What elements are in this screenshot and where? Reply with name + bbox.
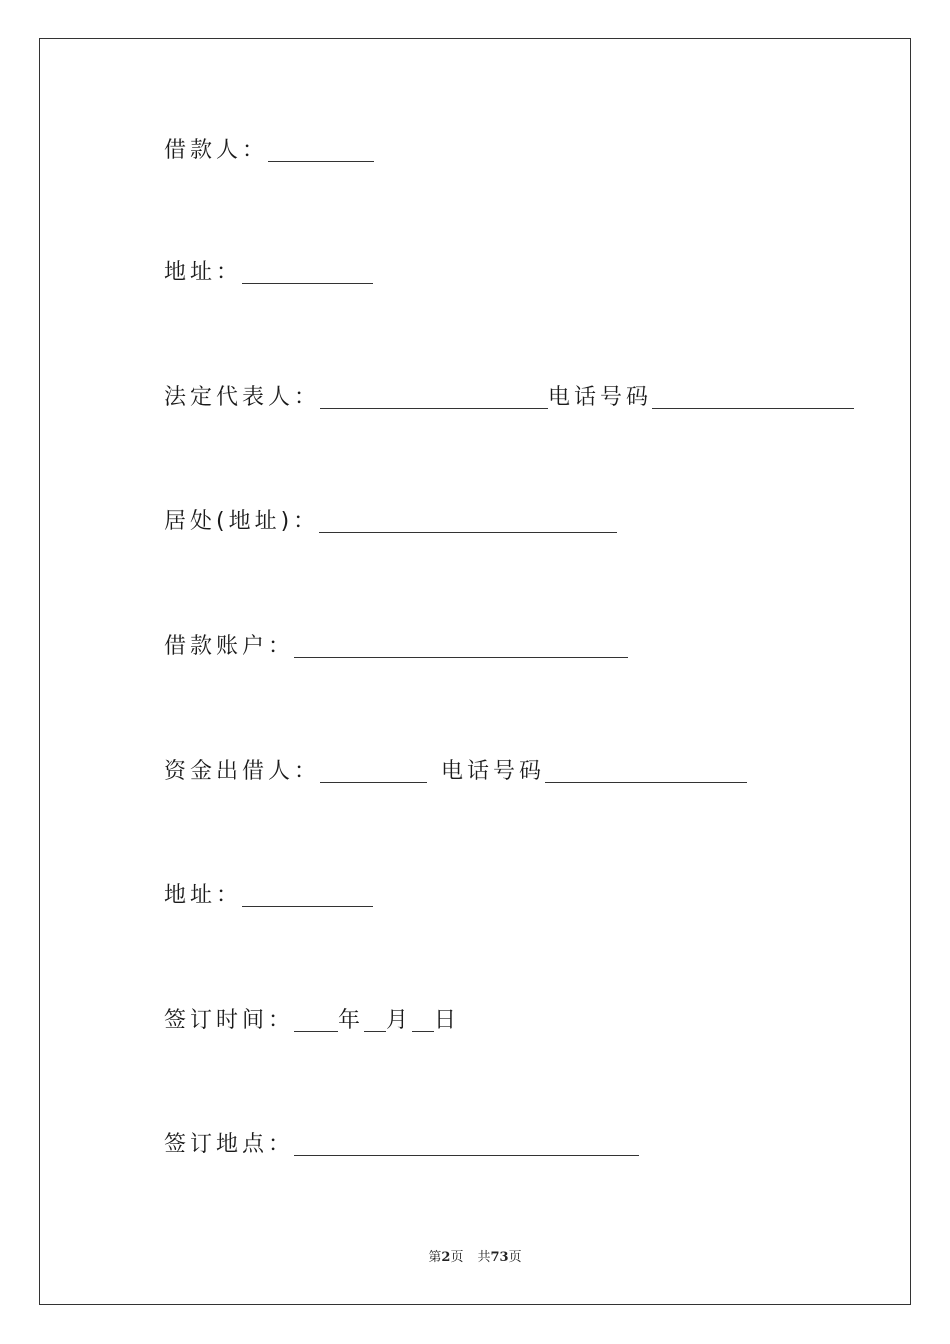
sign-place-line (164, 1130, 639, 1160)
legal-rep-blank[interactable] (320, 407, 548, 409)
loan-account-blank[interactable] (294, 656, 628, 658)
borrower-blank[interactable] (268, 160, 374, 162)
borrower-line (164, 136, 374, 166)
legal-rep-label: 法定代表人： (164, 385, 321, 410)
loan-account-label: 借款账户： (164, 634, 295, 659)
footer-page-suffix: 页 (450, 1250, 464, 1265)
page-footer (0, 1246, 950, 1265)
lender-label: 资金出借人： (164, 759, 321, 784)
address-blank-2[interactable] (242, 905, 373, 907)
residence-label: 居处(地址)： (164, 509, 320, 534)
lender-phone-blank[interactable] (545, 781, 747, 783)
address-blank-1[interactable] (242, 282, 373, 284)
sign-place-blank[interactable] (294, 1154, 639, 1156)
residence-blank[interactable] (319, 531, 617, 533)
day-blank[interactable] (412, 1030, 434, 1032)
month-blank[interactable] (364, 1030, 386, 1032)
sign-place-label: 签订地点： (164, 1132, 295, 1157)
year-blank[interactable] (294, 1030, 338, 1032)
footer-total-suffix: 页 (508, 1250, 522, 1265)
address-label-2: 地址： (164, 883, 243, 908)
sign-date-label: 签订时间： (164, 1008, 295, 1033)
year-label: 年 (338, 1008, 365, 1033)
footer-total-prefix: 共 (477, 1250, 491, 1265)
address-line-2 (164, 881, 373, 911)
current-page-number: 2 (441, 1250, 451, 1265)
legal-rep-phone-blank[interactable] (652, 407, 854, 409)
month-label: 月 (386, 1008, 413, 1033)
page-border (39, 38, 911, 1305)
residence-line (164, 507, 617, 537)
total-pages-number: 73 (490, 1250, 509, 1265)
lender-phone-label: 电话号码 (441, 759, 546, 784)
lender-line (164, 757, 747, 787)
legal-rep-line (164, 383, 854, 413)
legal-rep-phone-label: 电话号码 (548, 385, 653, 410)
loan-account-line (164, 632, 628, 662)
footer-prefix: 第 (428, 1250, 442, 1265)
day-label: 日 (434, 1008, 461, 1033)
sign-date-line (164, 1006, 460, 1036)
borrower-label: 借款人： (164, 138, 269, 163)
address-label-1: 地址： (164, 260, 243, 285)
lender-blank[interactable] (320, 781, 427, 783)
address-line-1 (164, 258, 373, 288)
